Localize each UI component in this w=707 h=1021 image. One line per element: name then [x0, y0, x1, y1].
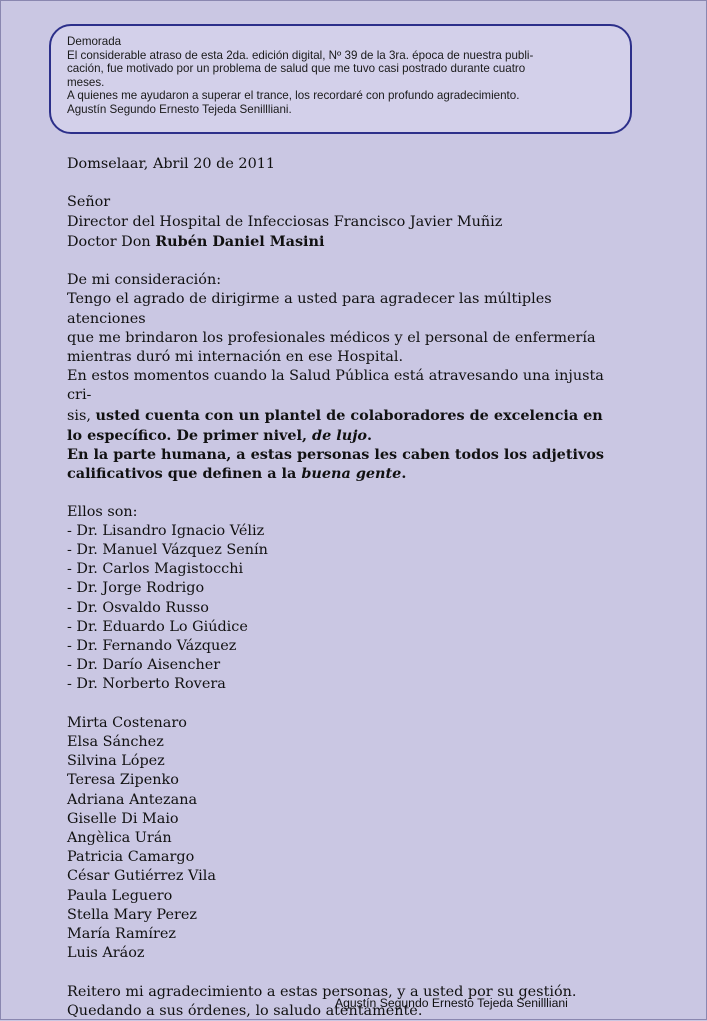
notice-line: A quienes me ayudaron a superar el trance, los recordaré con profundo agradecimiento.	[67, 89, 520, 103]
list-item: Teresa Zipenko	[67, 772, 179, 789]
body-text: sis,	[67, 407, 96, 424]
body-line: En estos momentos cuando la Salud Pública está atravesando una injusta cri-	[67, 368, 604, 404]
body-line: Tengo el agrado de dirigirme a usted para agradecer las múltiples atenciones	[67, 291, 552, 327]
salutation: Señor	[67, 194, 111, 211]
place-date: Domselaar, Abril 20 de 2011	[67, 156, 276, 172]
list-item: María Ramírez	[67, 926, 176, 943]
list-item: - Dr. Manuel Vázquez Senín	[67, 542, 268, 559]
notice-signature: Agustín Segundo Ernesto Tejeda Senillliani.	[67, 102, 292, 116]
list-item: Elsa Sánchez	[67, 734, 164, 751]
list-item: Mirta Costenaro	[67, 714, 187, 731]
list-item: - Dr. Darío Aisencher	[67, 657, 221, 674]
list-item: Adriana Antezana	[67, 791, 198, 808]
body-emphasis-italic: buena gente	[301, 465, 402, 483]
body-emphasis-italic: de lujo	[312, 426, 368, 444]
list-item: - Dr. Fernando Vázquez	[67, 638, 237, 655]
list-item: - Dr. Osvaldo Russo	[67, 599, 209, 616]
body-emphasis: usted cuenta con un plantel de colaboradores de excelencia en	[95, 406, 603, 424]
body-punct: .	[401, 465, 407, 483]
body-emphasis: calificativos que definen a la	[67, 465, 302, 483]
notice-line: meses.	[67, 75, 105, 89]
recipient-role: Director del Hospital de Infecciosas Francisco Javier Muñiz	[67, 213, 503, 230]
closing-line: Reitero mi agradecimiento a estas personas, y a usted por su gestión.	[67, 983, 577, 1000]
list-item: Paula Leguero	[67, 887, 173, 904]
body-emphasis: lo específico. De primer nivel,	[67, 426, 313, 444]
greeting: De mi consideración:	[67, 272, 222, 289]
list-item: Silvina López	[67, 753, 165, 770]
closing-line: Quedando a sus órdenes, lo saludo atentamente.	[67, 1002, 423, 1019]
letter-body	[67, 155, 627, 1021]
staff-list	[67, 714, 627, 964]
letter-signature: Agustín Segundo Ernesto Tejeda Senillliani	[335, 996, 568, 1010]
body-line	[67, 464, 627, 483]
list-item: Stella Mary Perez	[67, 906, 197, 923]
list-item: - Dr. Lisandro Ignacio Véliz	[67, 522, 265, 539]
recipient-title: Doctor Don	[67, 233, 156, 250]
list-item: - Dr. Eduardo Lo Giúdice	[67, 618, 248, 635]
notice-line: El considerable atraso de esta 2da. edición digital, Nº 39 de la 3ra. época de nuestra publi-	[67, 48, 534, 62]
list-item: Giselle Di Maio	[67, 810, 179, 827]
recipient-name: Rubén Daniel Masini	[155, 232, 325, 250]
doctor-list	[67, 522, 627, 695]
list-item: - Dr. Jorge Rodrigo	[67, 580, 205, 597]
list-item: Luis Aráoz	[67, 945, 145, 962]
body-line: En la parte humana, a estas personas les caben todos los adjetivos	[67, 446, 605, 464]
list-item: - Dr. Carlos Magistocchi	[67, 561, 244, 578]
notice-line: cación, fue motivado por un problema de salud que me tuvo casi postrado durante cuatro	[67, 62, 526, 76]
recipient-line	[67, 232, 627, 252]
list-item: Angèlica Urán	[67, 830, 172, 847]
list-item: Patricia Camargo	[67, 849, 195, 866]
body-line	[67, 406, 627, 426]
body-line	[67, 426, 627, 445]
body-line: que me brindaron los profesionales médicos y el personal de enfermería	[67, 329, 596, 346]
body-line: mientras duró mi internación en ese Hospital.	[67, 349, 404, 365]
list-intro: Ellos son:	[67, 503, 138, 520]
body-punct: .	[367, 426, 373, 444]
list-item: - Dr. Norberto Rovera	[67, 676, 226, 693]
notice-box	[49, 24, 632, 134]
list-item: César Gutiérrez Vila	[67, 868, 216, 885]
notice-title: Demorada	[67, 35, 122, 48]
